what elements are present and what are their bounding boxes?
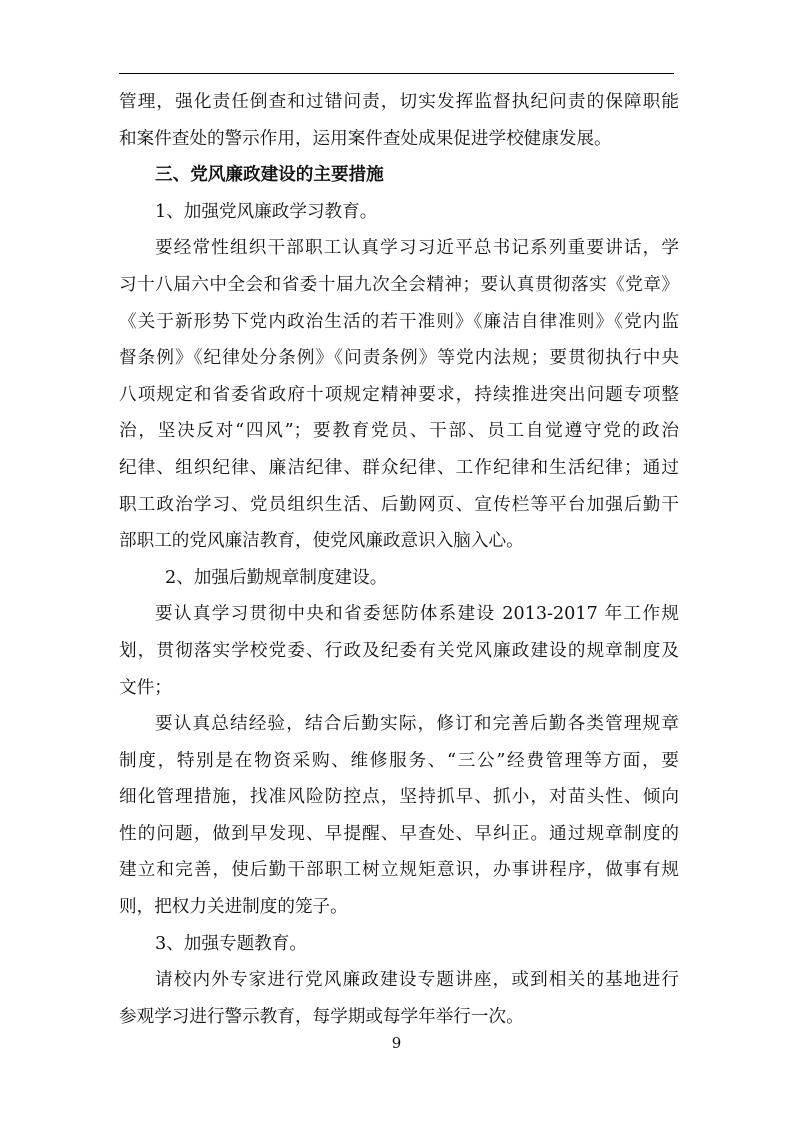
text-line: 划，贯彻落实学校党委、行政及纪委有关党风廉政建设的规章制度及: [119, 640, 679, 661]
text-line: 八项规定和省委省政府十项规定精神要求，持续推进突出问题专项整: [119, 384, 679, 405]
text-line: 督条例》《纪律处分条例》《问责条例》等党内法规；要贯彻执行中央: [119, 348, 679, 369]
subsection-heading: 2、加强后勤规章制度建设。: [165, 567, 388, 588]
text-line: 《关于新形势下党内政治生活的若干准则》《廉洁自律准则》《党内监: [119, 311, 679, 332]
text-line: 职工政治学习、党员组织生活、后勤网页、宣传栏等平台加强后勤干: [119, 494, 679, 515]
text-line: 管理，强化责任倒查和过错问责，切实发挥监督执纪问责的保障职能: [119, 92, 679, 112]
text-line: 要认真总结经验，结合后勤实际，修订和完善后勤各类管理规章: [155, 714, 679, 735]
text-line: 习十八届六中全会和省委十届九次全会精神；要认真贯彻落实《党章》: [119, 274, 679, 295]
text-line: 则，把权力关进制度的笼子。: [119, 897, 348, 918]
text-line: 请校内外专家进行党风廉政建设专题讲座，或到相关的基地进行: [155, 970, 679, 991]
page-number: 9: [391, 1034, 402, 1052]
text-line: 文件；: [119, 677, 172, 698]
text-line: 建立和完善，使后勤干部职工树立规矩意识，办事讲程序，做事有规: [119, 860, 679, 881]
text-line: 纪律、组织纪律、廉洁纪律、群众纪律、工作纪律和生活纪律；通过: [119, 457, 679, 478]
section-heading: 三、党风廉政建设的主要措施: [155, 165, 384, 186]
text-line: 治，坚决反对“四风”；要教育党员、干部、员工自觉遵守党的政治: [119, 421, 679, 442]
header-rule: [119, 73, 674, 74]
subsection-heading: 1、加强党风廉政学习教育。: [155, 201, 378, 222]
text-line: 和案件查处的警示作用，运用案件查处成果促进学校健康发展。: [119, 128, 612, 149]
text-line: 部职工的党风廉洁教育，使党风廉政意识入脑入心。: [119, 531, 524, 552]
body-text: [119, 84, 679, 1035]
subsection-heading: 3、加强专题教育。: [155, 933, 307, 954]
text-line: 要经常性组织干部职工认真学习习近平总书记系列重要讲话，学: [155, 238, 679, 259]
text-line: 要认真学习贯彻中央和省委惩防体系建设 2013-2017 年工作规: [155, 604, 679, 625]
text-line: 性的问题，做到早发现、早提醒、早查处、早纠正。通过规章制度的: [119, 823, 679, 844]
text-line: 制度，特别是在物资采购、维修服务、“三公”经费管理等方面，要: [119, 750, 679, 771]
text-line: 参观学习进行警示教育，每学期或每学年举行一次。: [119, 1006, 524, 1027]
text-line: 细化管理措施，找准风险防控点，坚持抓早、抓小，对苗头性、倾向: [119, 787, 679, 808]
